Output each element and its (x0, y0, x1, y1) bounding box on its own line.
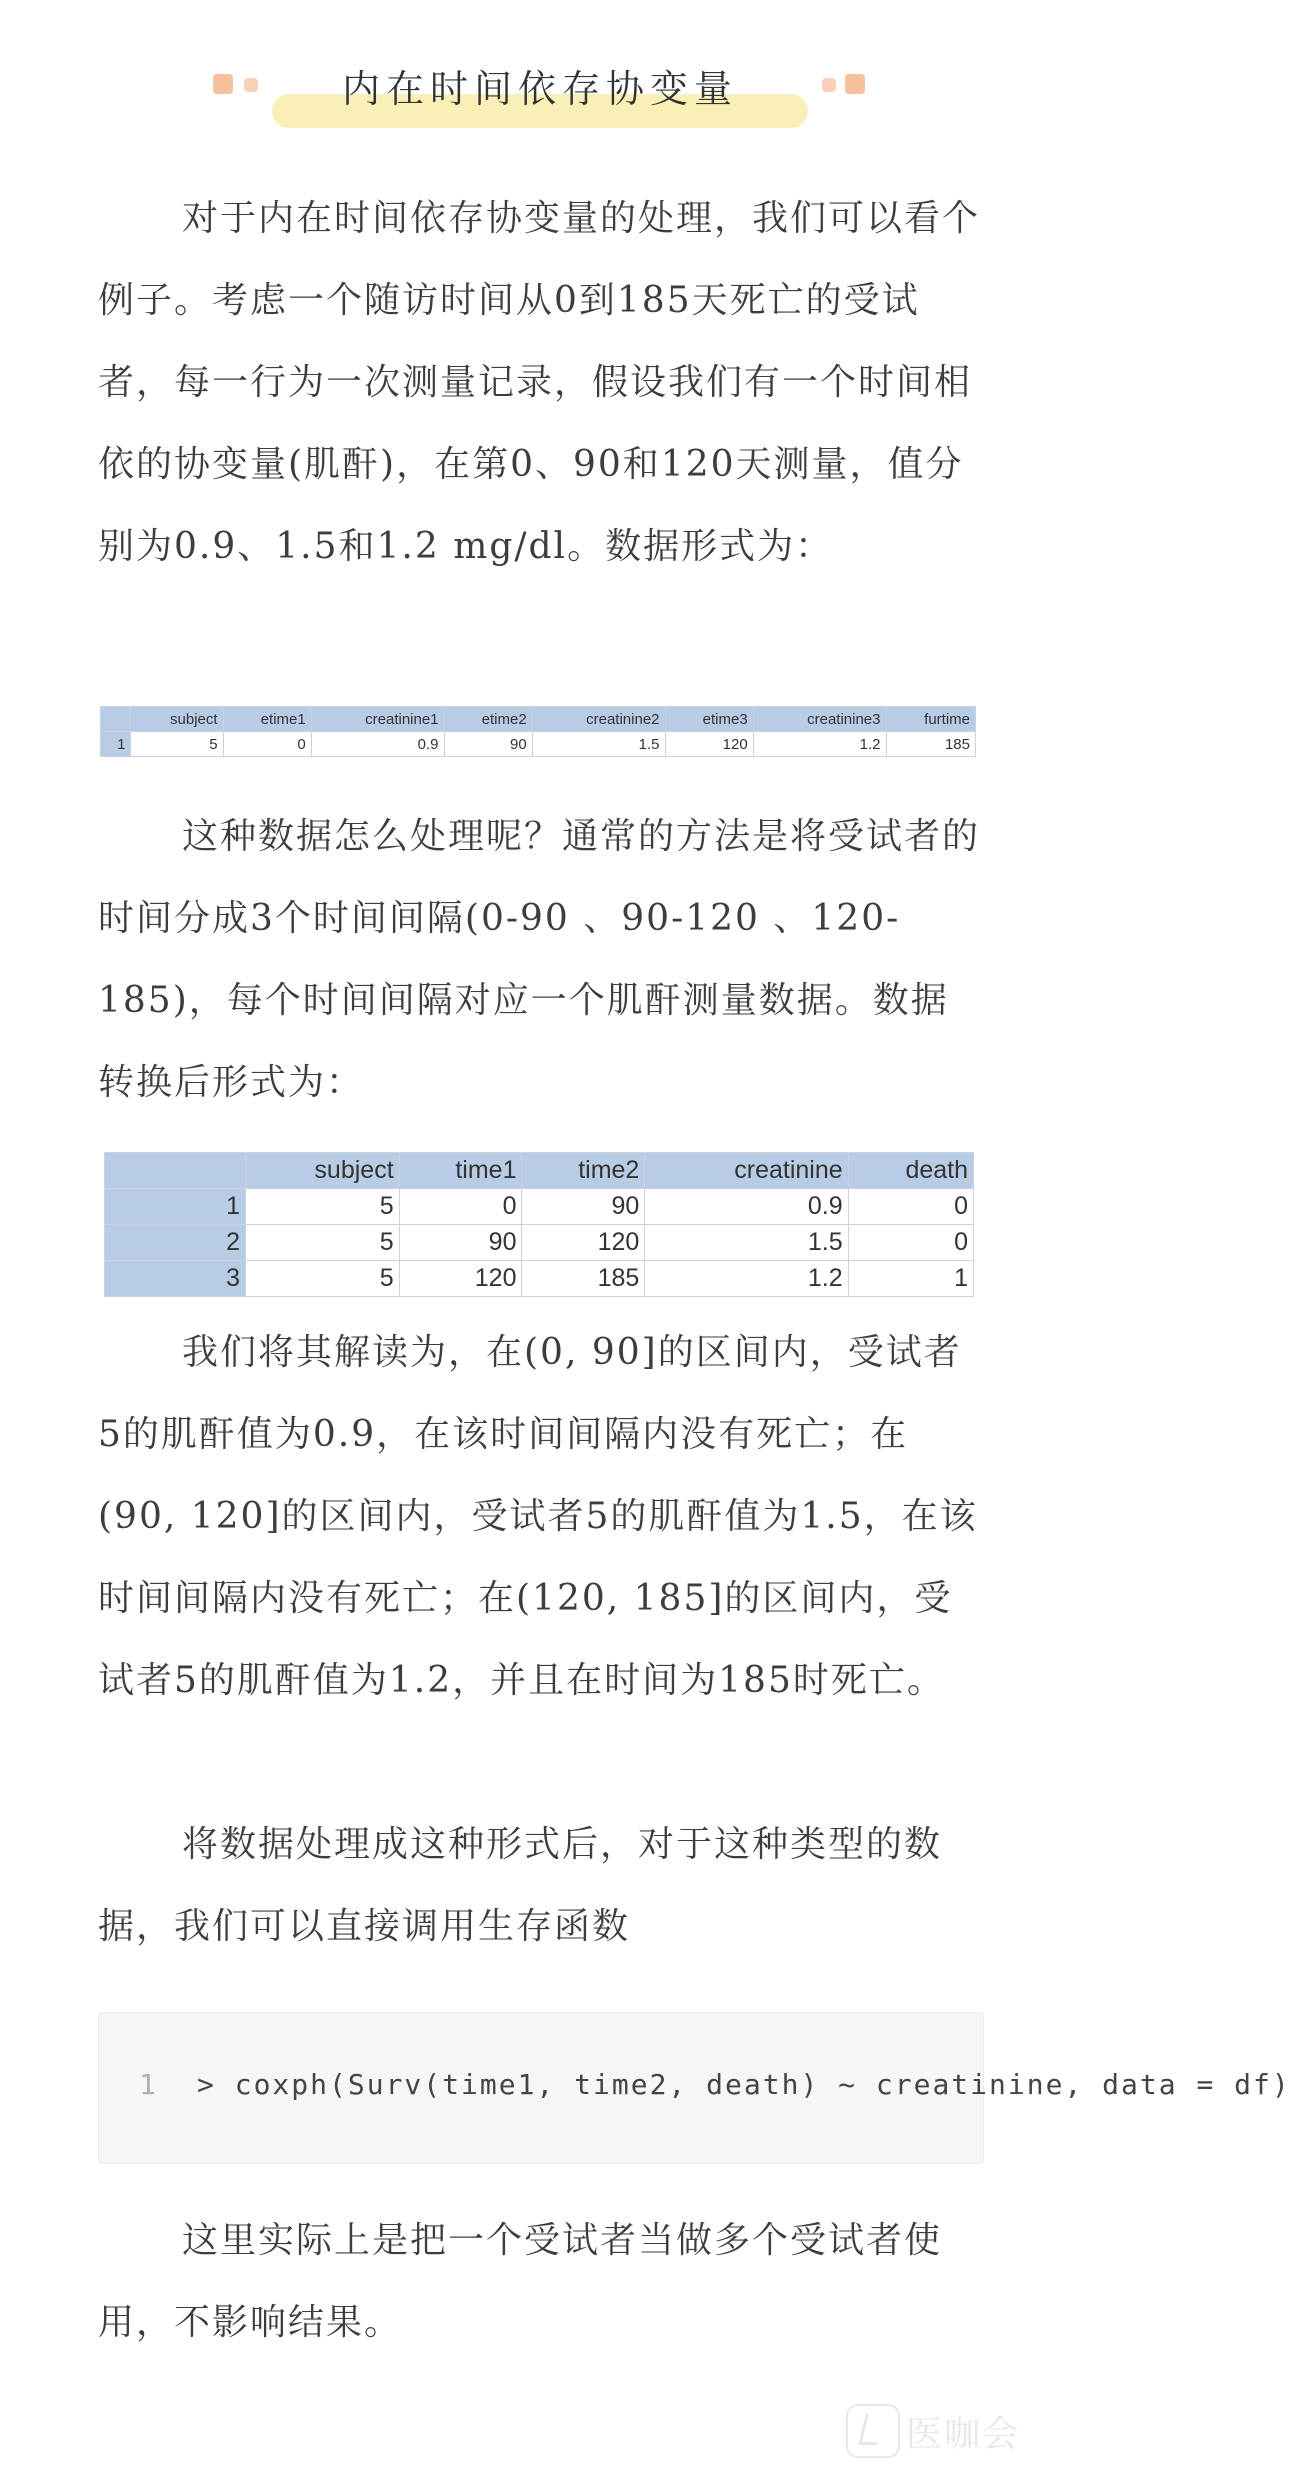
table-header-cell: furtime (886, 707, 976, 732)
table-cell: 0 (848, 1189, 973, 1225)
watermark (846, 2400, 1066, 2456)
table-cell: 1.2 (753, 732, 886, 757)
paragraph-interpretation: 我们将其解读为，在(0, 90]的区间内，受试者5的肌酐值为0.9，在该时间间隔内没有死亡；在(90, 120]的区间内，受试者5的肌酐值为1.5，在该时间间隔内没有死亡；在(120, 185]的区间内，受试者5的肌酐值为1.2，并且在时间为185时死亡。 (98, 1332, 978, 1701)
row-index-cell: 2 (105, 1225, 246, 1261)
table-cell: 5 (131, 732, 223, 757)
paragraph-coxph-intro: 将数据处理成这种形式后，对于这种类型的数据，我们可以直接调用生存函数 (98, 1824, 943, 1947)
table-header-cell: creatinine1 (311, 707, 444, 732)
code-line: > coxph(Surv(time1, time2, death) ~ creatinine, data = df) (197, 2068, 1291, 2101)
table-row (105, 1189, 974, 1225)
table-row (105, 1225, 974, 1261)
table-header-cell: time1 (399, 1153, 522, 1189)
table-cell: 5 (246, 1189, 400, 1225)
wide-data-table (100, 706, 976, 757)
table-header-cell: creatinine (645, 1153, 848, 1189)
table-header-cell: time2 (522, 1153, 645, 1189)
table-cell: 1 (848, 1261, 973, 1297)
paragraph-conclusion: 这里实际上是把一个受试者当做多个受试者使用，不影响结果。 (98, 2220, 943, 2343)
row-index-cell: 1 (105, 1189, 246, 1225)
table-cell: 0 (399, 1189, 522, 1225)
watermark-text: 医咖会 (906, 2414, 1021, 2455)
table-header-cell: subject (246, 1153, 400, 1189)
table-cell: 1.2 (645, 1261, 848, 1297)
table-cell: 90 (522, 1189, 645, 1225)
table-cell: 5 (246, 1225, 400, 1261)
table-header-cell: death (848, 1153, 973, 1189)
watermark-logo-icon (846, 2404, 900, 2458)
code-line-number: 1 (139, 2068, 156, 2101)
long-data-table (104, 1152, 974, 1297)
row-index-cell: 3 (105, 1261, 246, 1297)
table-header-row (101, 707, 976, 732)
table-cell: 1.5 (645, 1225, 848, 1261)
table-header-cell: etime1 (223, 707, 311, 732)
table-cell: 5 (246, 1261, 400, 1297)
table-cell: 120 (665, 732, 753, 757)
table-cell: 0 (223, 732, 311, 757)
table-cell: 185 (886, 732, 976, 757)
row-index-cell: 1 (101, 732, 131, 757)
table-header-row (105, 1153, 974, 1189)
table-header-cell: etime3 (665, 707, 753, 732)
table-header-cell (105, 1153, 246, 1189)
table-header-cell: subject (131, 707, 223, 732)
code-block[interactable] (98, 2012, 1291, 2164)
table-cell: 0.9 (311, 732, 444, 757)
table-cell: 120 (522, 1225, 645, 1261)
table-cell: 90 (399, 1225, 522, 1261)
table-cell: 0 (848, 1225, 973, 1261)
table-cell: 120 (399, 1261, 522, 1297)
paragraph-method: 这种数据怎么处理呢？通常的方法是将受试者的时间分成3个时间间隔(0-90 、90-120 、120-185)，每个时间间隔对应一个肌酐测量数据。数据转换后形式为： (98, 816, 981, 1103)
table-header-cell (101, 707, 131, 732)
table-cell: 1.5 (532, 732, 665, 757)
table-header-cell: etime2 (444, 707, 532, 732)
paragraph-intro: 对于内在时间依存协变量的处理，我们可以看个例子。考虑一个随访时间从0到185天死亡的受试者，每一行为一次测量记录，假设我们有一个时间相依的协变量(肌酐)，在第0、90和120天测量，值分别为0.9、1.5和1.2 mg/dl。数据形式为： (98, 198, 981, 567)
table-cell: 90 (444, 732, 532, 757)
section-heading (0, 52, 1080, 142)
table-header-cell: creatinine3 (753, 707, 886, 732)
table-cell: 185 (522, 1261, 645, 1297)
table-cell: 0.9 (645, 1189, 848, 1225)
section-title: 内在时间依存协变量 (341, 67, 738, 111)
table-row (101, 732, 976, 757)
table-row (105, 1261, 974, 1297)
table-header-cell: creatinine2 (532, 707, 665, 732)
